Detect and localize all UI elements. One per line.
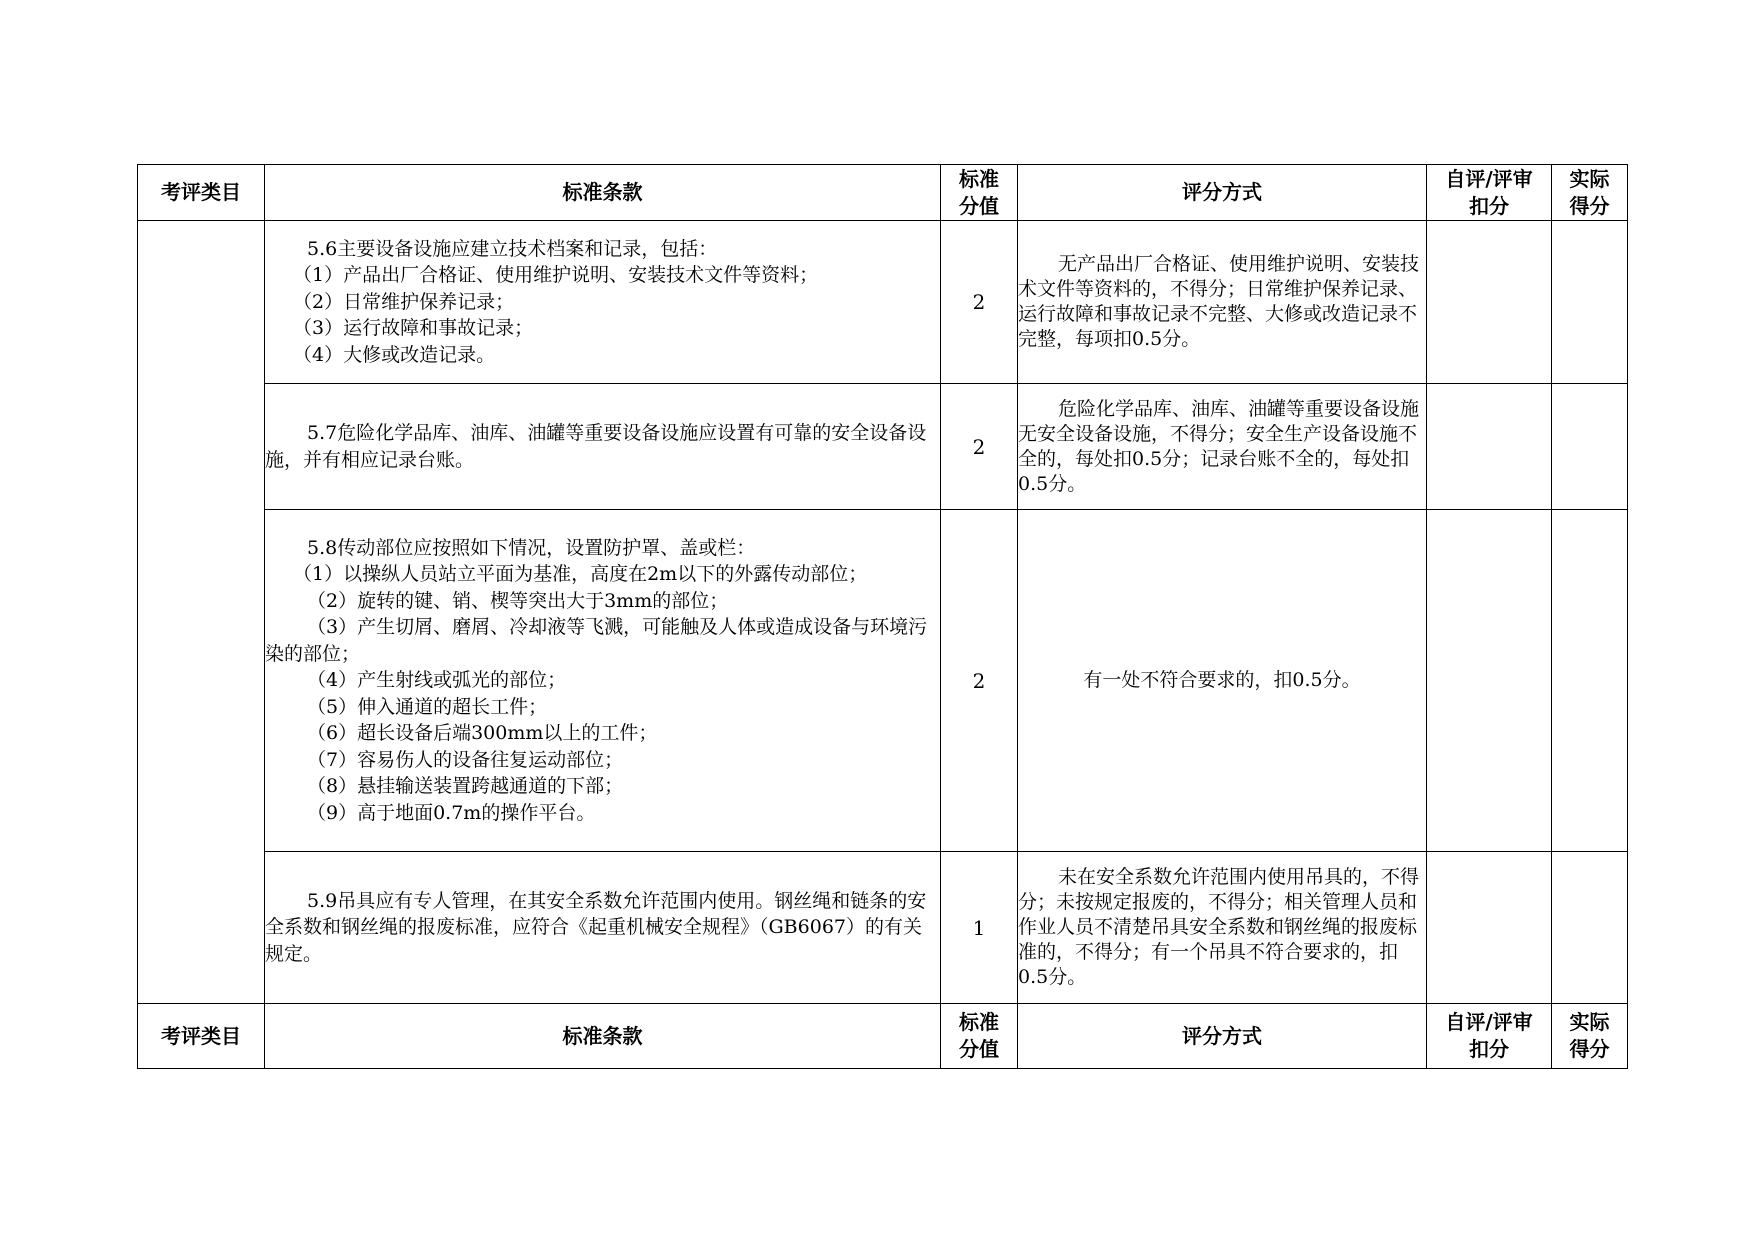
evaluation-table [137,164,1628,1069]
header-actual: 实际 得分 [1552,165,1628,221]
score-cell: 1 [941,852,1018,1004]
actual-score-cell [1552,510,1628,852]
method-cell: 未在安全系数允许范围内使用吊具的，不得分；未按规定报废的，不得分；相关管理人员和作业人员不清楚吊具安全系数和钢丝绳的报废标准的，不得分；有一个吊具不符合要求的，扣0.5分。 [1018,852,1427,1004]
header-deduction: 自评/评审 扣分 [1427,1004,1552,1069]
header-row [138,165,1628,221]
standard-cell: 5.9吊具应有专人管理，在其安全系数允许范围内使用。钢丝绳和链条的安全系数和钢丝绳的报废标准，应符合《起重机械安全规程》（GB6067）的有关规定。 [265,852,941,1004]
header-category: 考评类目 [138,1004,265,1069]
header-actual: 实际 得分 [1552,1004,1628,1069]
table-row [138,384,1628,510]
table-row [138,510,1628,852]
standard-cell: 5.7危险化学品库、油库、油罐等重要设备设施应设置有可靠的安全设备设施，并有相应记录台账。 [265,384,941,510]
deduction-cell [1427,510,1552,852]
score-cell: 2 [941,510,1018,852]
actual-score-cell [1552,384,1628,510]
header-method: 评分方式 [1018,1004,1427,1069]
header-score: 标准 分值 [941,1004,1018,1069]
category-cell [138,221,265,1004]
header-standard: 标准条款 [265,165,941,221]
header-standard: 标准条款 [265,1004,941,1069]
footer-header-row [138,1004,1628,1069]
header-deduction: 自评/评审 扣分 [1427,165,1552,221]
score-cell: 2 [941,221,1018,384]
standard-cell: 5.8传动部位应按照如下情况，设置防护罩、盖或栏： （1）以操纵人员站立平面为基准，高度在2m以下的外露传动部位； （2）旋转的键、销、楔等突出大于3mm的部位； （3）产生切屑、磨屑、冷却液等飞溅，可能触及人体或造成设备与环境污染的部位； （4）产生射线或弧光的部位； （5）伸入通道的超长工件； （6）超长设备后端300mm以上的工件； （7）容易伤人的设备往复运动部位； （8）悬挂输送装置跨越通道的下部； （9）高于地面0.7m的操作平台。 [265,510,941,852]
header-method: 评分方式 [1018,165,1427,221]
header-score: 标准 分值 [941,165,1018,221]
standard-cell: 5.6主要设备设施应建立技术档案和记录，包括： （1）产品出厂合格证、使用维护说明、安装技术文件等资料； （2）日常维护保养记录； （3）运行故障和事故记录； （4）大修或改造记录。 [265,221,941,384]
score-cell: 2 [941,384,1018,510]
actual-score-cell [1552,852,1628,1004]
table-row [138,852,1628,1004]
method-cell: 危险化学品库、油库、油罐等重要设备设施无安全设备设施，不得分；安全生产设备设施不全的，每处扣0.5分；记录台账不全的，每处扣0.5分。 [1018,384,1427,510]
deduction-cell [1427,221,1552,384]
method-cell: 有一处不符合要求的，扣0.5分。 [1018,510,1427,852]
table-row [138,221,1628,384]
deduction-cell [1427,384,1552,510]
method-cell: 无产品出厂合格证、使用维护说明、安装技术文件等资料的，不得分；日常维护保养记录、运行故障和事故记录不完整、大修或改造记录不完整，每项扣0.5分。 [1018,221,1427,384]
header-category: 考评类目 [138,165,265,221]
deduction-cell [1427,852,1552,1004]
actual-score-cell [1552,221,1628,384]
